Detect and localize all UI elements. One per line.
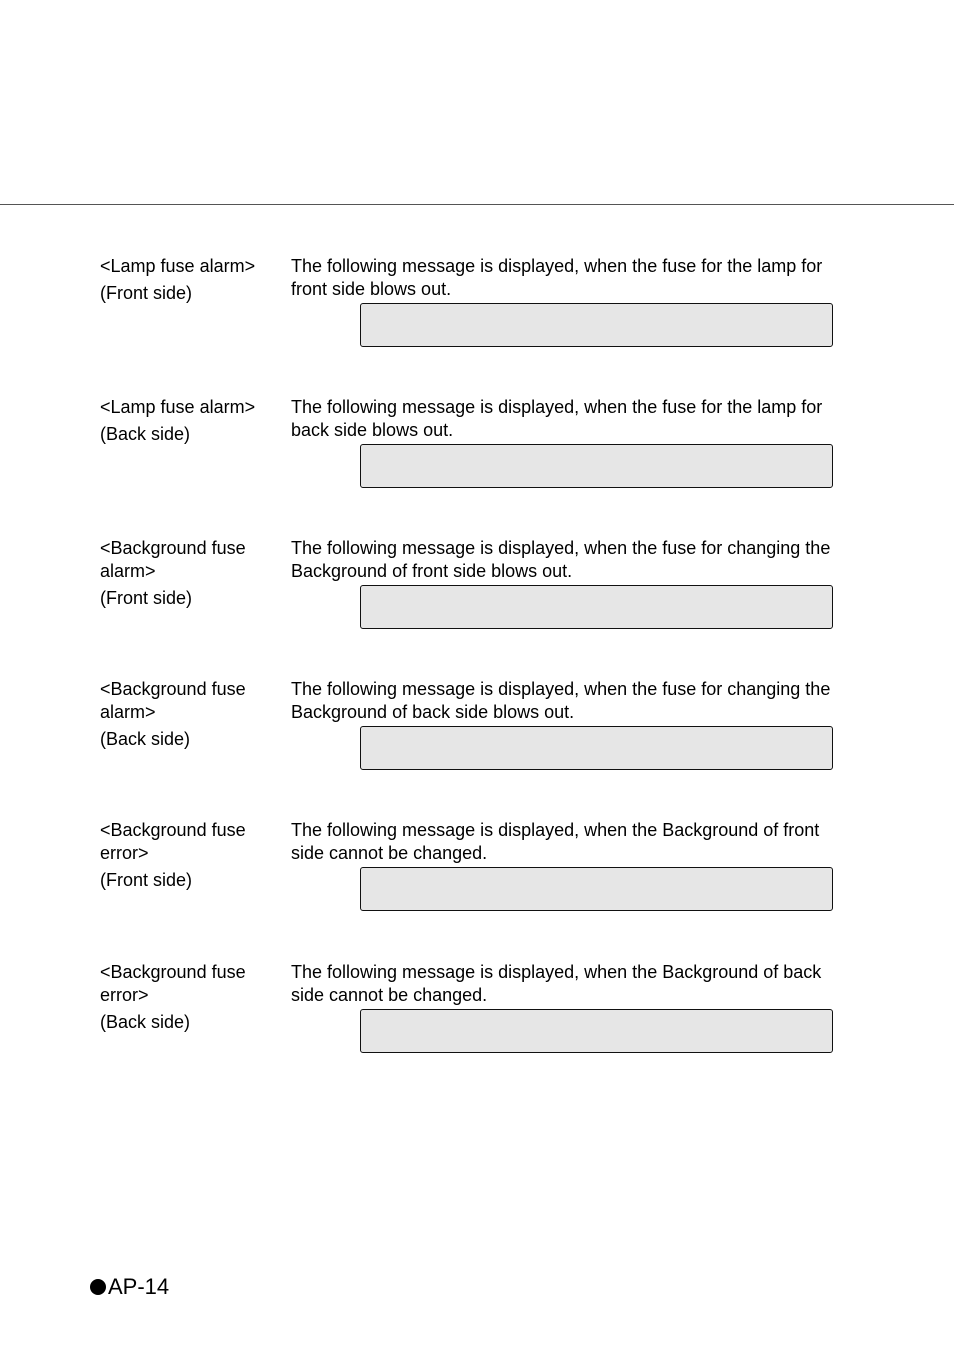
header-rule [0,204,954,205]
entry-title: <Background fuse error> [100,962,246,1005]
entry-side: (Front side) [100,870,193,890]
entry-description: The following message is displayed, when the Background of back side cannot be changed. [291,962,822,1005]
entry-label [100,537,280,610]
entry-description: The following message is displayed, when the fuse for the lamp for back side blows out. [291,397,823,440]
entry-side: (Back side) [100,1012,191,1032]
entry-title: <Lamp fuse alarm> [100,256,256,276]
entry-description: The following message is displayed, when the fuse for the lamp for front side blows out. [291,256,823,299]
entry-background-fuse-error-front [100,819,840,939]
bullet-icon [90,1279,106,1295]
entry-background-fuse-error-back [100,961,840,1081]
entry-background-fuse-alarm-back [100,678,840,798]
entry-title: <Lamp fuse alarm> [100,397,256,417]
entry-lamp-fuse-alarm-back [100,396,840,516]
entry-side: (Back side) [100,424,191,444]
entry-lamp-fuse-alarm-front [100,255,840,375]
entry-description: The following message is displayed, when the Background of front side cannot be changed. [291,820,820,863]
entry-background-fuse-alarm-front [100,537,840,657]
entry-title: <Background fuse alarm> [100,538,246,581]
entry-side: (Back side) [100,729,191,749]
message-display-box [360,303,833,347]
entry-label [100,255,280,305]
entry-side: (Front side) [100,588,193,608]
page-number: AP-14 [108,1274,170,1299]
entry-label [100,819,280,892]
entry-label [100,678,280,751]
message-display-box [360,444,833,488]
message-display-box [360,726,833,770]
message-display-box [360,585,833,629]
entry-title: <Background fuse alarm> [100,679,246,722]
entry-description: The following message is displayed, when the fuse for changing the Background of front side blows out. [291,538,831,581]
entry-label [100,961,280,1034]
message-display-box [360,867,833,911]
page-footer [90,1274,169,1300]
entry-description: The following message is displayed, when the fuse for changing the Background of back side blows out. [291,679,831,722]
entry-title: <Background fuse error> [100,820,246,863]
message-display-box [360,1009,833,1053]
entry-label [100,396,280,446]
entry-side: (Front side) [100,283,193,303]
